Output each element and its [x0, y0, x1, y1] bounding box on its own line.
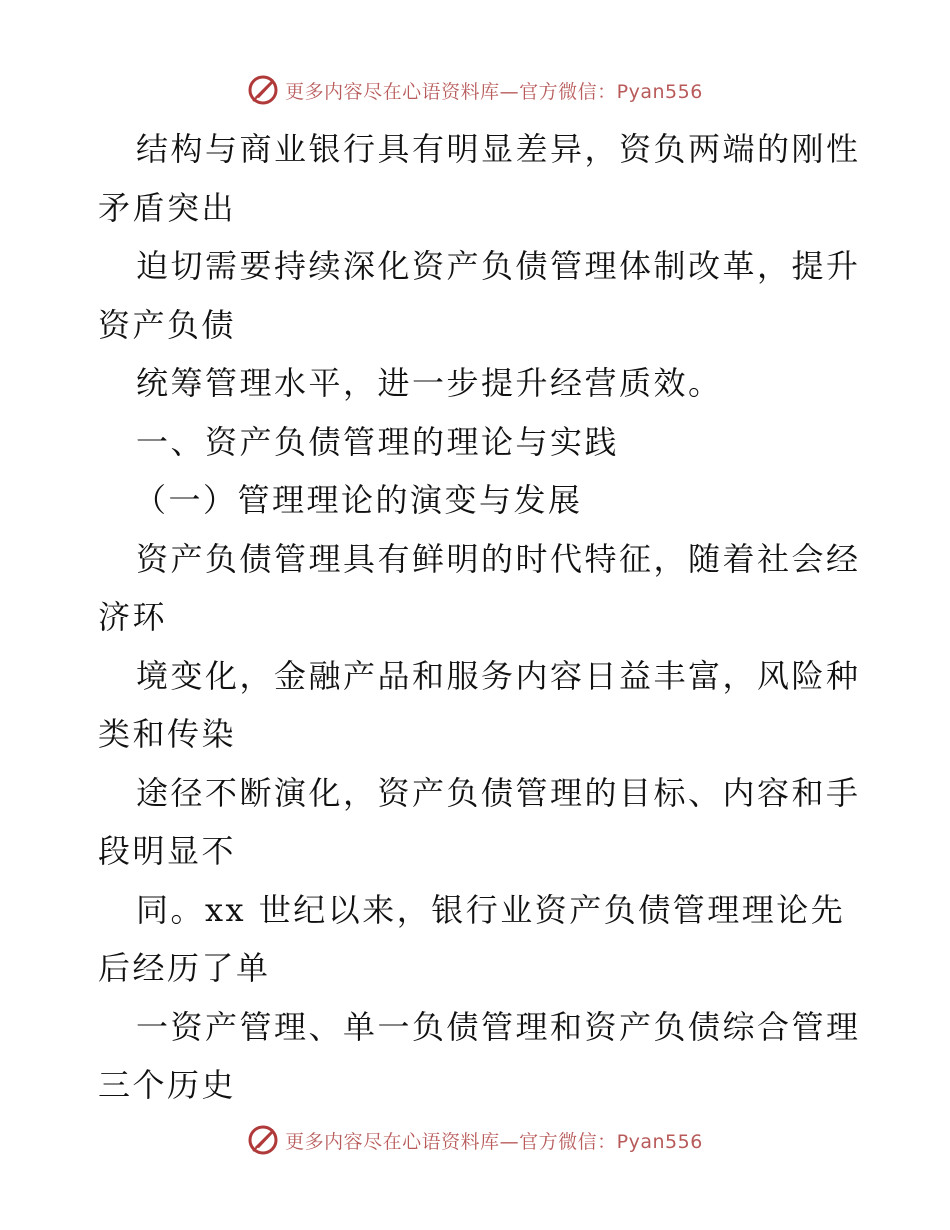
- paragraph-line: 段明显不: [98, 832, 237, 870]
- quill-seal-icon: [247, 1123, 281, 1157]
- paragraph-line: 后经历了单: [98, 949, 271, 987]
- quill-seal-icon: [247, 73, 281, 107]
- paragraph-line: 迫切需要持续深化资产负债管理体制改革，提升: [136, 247, 861, 285]
- subsection-heading: （一）管理理论的演变与发展: [134, 481, 583, 519]
- paragraph-line: 资产负债管理具有鲜明的时代特征，随着社会经: [136, 539, 861, 578]
- paragraph-line: 一资产管理、单一负债管理和资产负债综合管理: [136, 1007, 861, 1046]
- paragraph-line: 境变化，金融产品和服务内容日益丰富，风险种: [136, 656, 861, 695]
- paragraph-line: 三个历史: [98, 1066, 237, 1104]
- paragraph-line: 同。xx 世纪以来，银行业资产负债管理理论先: [136, 890, 846, 929]
- paragraph-line: 统筹管理水平，进一步提升经营质效。: [136, 364, 723, 402]
- header-watermark: [0, 70, 950, 110]
- paragraph-line: 结构与商业银行具有明显差异，资负两端的刚性: [136, 130, 861, 168]
- footer-watermark: [0, 1120, 950, 1160]
- document-body: [98, 120, 861, 1115]
- watermark-text: 更多内容尽在心语资料库—官方微信：Pyan556: [285, 80, 703, 103]
- paragraph-line: 途径不断演化，资产负债管理的目标、内容和手: [136, 773, 861, 812]
- paragraph-line: 济环: [98, 598, 168, 636]
- paragraph-line: 资产负债: [98, 305, 237, 344]
- paragraph-line: 类和传染: [98, 715, 237, 753]
- section-heading: 一、资产负债管理的理论与实践: [136, 422, 620, 461]
- paragraph-line: 矛盾突出: [98, 188, 237, 227]
- watermark-text: 更多内容尽在心语资料库—官方微信：Pyan556: [285, 1130, 703, 1153]
